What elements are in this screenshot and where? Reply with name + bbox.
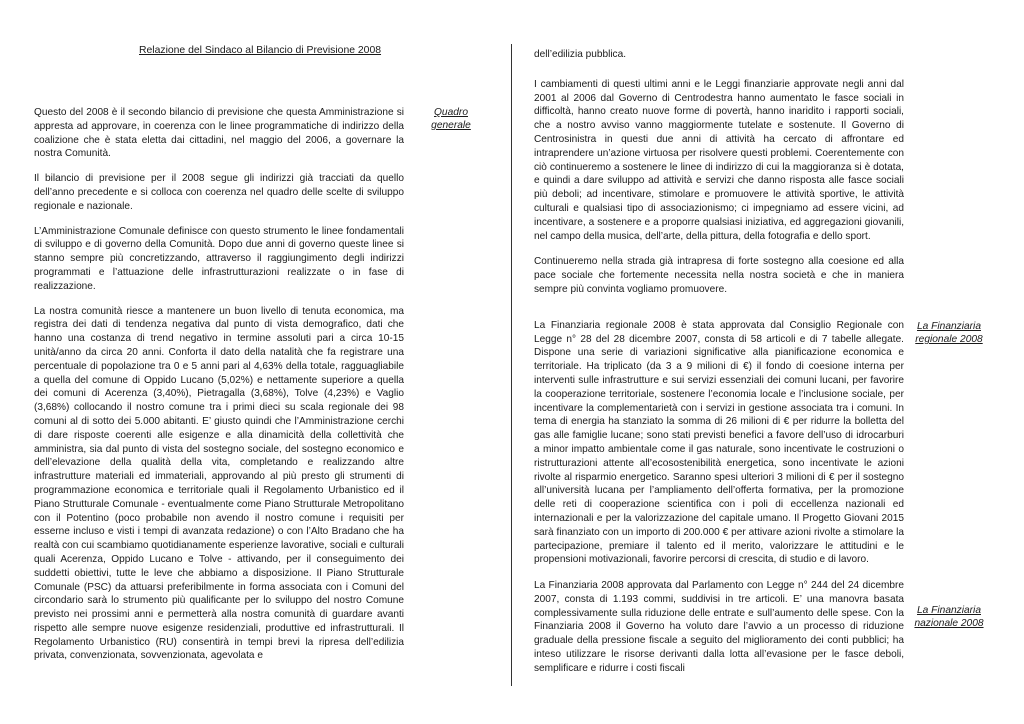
paragraph-finanziaria-regionale: La Finanziaria regionale 2008 è stata approvata dal Consiglio Regionale con Legge n° 28 del 28 dicembre 2007, consta di 58 articoli e di 7 tabelle allegate. Dispone una serie di variazioni significative alla pianificazione economica e territoriale. Ha triplicato (da 3 a 9 milioni di €) il fondo di coesione interna per interventi sulle infrastrutture e sui servizi essenziali dei comuni lucani, per favorire la cooperazione territoriale, sostenere l’economia locale e l’inclusione sociale, per incentivare la complementarietà con i servizi in gestione associata tra i comuni. In tema di energia ha stanziato la somma di 26 milioni di € per ridurre la bolletta del gas alle famiglie lucane; sono stati previsti benefici a favore dell’uso di idrocarburi a minor impatto ambientale come il gas naturale, sono incentivate le costruzioni o ristrutturazioni attente all’ecosostenibilità energetica, sono incentivate le azioni rivolte al risparmio energetico. Saranno spesi ulteriori 3 milioni di € per il sostegno all’università lucana per l’ampliamento dell’offerta formativa, per la promozione delle reti di cooperazione scientifica con i poli di eccellenza nazionali ed internazionali e per la valorizzazione del capitale umano. Il Progetto Giovani 2015 sarà finanziato con un importo di 200.000 € per attivare azioni rivolte a stimolare la partecipazione, premiare il talento ed il merito, valorizzare le attitudini e le propensioni motivazionali, favorire percorsi di crescita, di studio e di lavoro. — [534, 319, 904, 566]
paragraph-intro: Questo del 2008 è il secondo bilancio di previsione che questa Amministrazione si appresta ad approvare, in coerenza con le linee programmatiche di indirizzo della coalizione che è stata eletta dai cittadini, nel maggio del 2006, a governare la nostra Comunità. — [34, 107, 404, 160]
document-title: Relazione del Sindaco al Bilancio di Previsione 2008 — [139, 45, 382, 56]
margin-note-quadro-generale: Quadro generale — [431, 107, 471, 131]
right-column — [534, 48, 904, 687]
paragraph-bilancio: Il bilancio di previsione per il 2008 segue gli indirizzi già tracciati da quello dell’anno precedente e si colloca con coerenza nel quadro delle scelte di sviluppo regionale e nazionale. — [34, 173, 404, 212]
paragraph-cambiamenti: I cambiamenti di questi ultimi anni e le Leggi finanziarie approvate negli anni dal 2001 al 2006 dal Governo di Centrodestra hanno aumentato le fasce sociali in difficoltà, hanno creato nuove forme di povertà, hanno inaridito i rapporti sociali, che a nostro avviso vanno maggiormente tutelate e sostenute. Il Governo di Centrosinistra in questi due anni di attività ha cercato di affrontare ed intraprendere un’azione virtuosa per risolvere questi problemi. Coerentemente con ciò continueremo a sostenere le linee di indirizzo di cui la maggioranza si è dotata, e quindi a dare sviluppo ad attività e servizi che danno risposta alle fasce sociali più deboli; ad incentivare, stimolare e promuovere le attività sportive, le attività culturali e qualsiasi tipo di associazionismo; ci impegniamo ad essere vicini, ad incentivare, a sostenere e a proporre qualsiasi iniziativa, ed aggregazioni giovanili, nel campo della musica, dell’arte, della pittura, della fotografia e dello sport. — [534, 78, 904, 242]
paragraph-edilizia: dell’edilizia pubblica. — [534, 49, 627, 60]
margin-note-finanziaria-nazionale: La Finanziaria nazionale 2008 — [914, 605, 984, 629]
column-divider — [511, 44, 512, 686]
paragraph-finanziaria-nazionale: La Finanziaria 2008 approvata dal Parlamento con Legge n° 244 del 24 dicembre 2007, consta di 1.193 commi, suddivisi in tre articoli. E’ una manovra basata complessivamente sulla riduzione delle entrate e sull’aumento delle spese. Con la Finanziaria 2008 il Governo ha voluto dare l’avvio a un processo di riduzione graduale della pressione fiscale a seguito del miglioramento dei conti pubblici; ha inteso utilizzare le risorse derivanti dalla lotta all’evasione per le fasce deboli, semplificare e ridurre i costi fiscali — [534, 580, 904, 674]
paragraph-amministrazione: L’Amministrazione Comunale definisce con questo strumento le linee fondamentali di sviluppo e di governo della Comunità. Dopo due anni di governo queste linee si stanno sempre più concretizzando, attraverso il raggiungimento degli indirizzi programmati e l’attuazione delle infrastrutturazioni realizzate o in fase di realizzazione. — [34, 225, 404, 292]
margin-note-finanziaria-regionale: La Finanziaria regionale 2008 — [915, 321, 983, 345]
paragraph-coesione: Continueremo nella strada già intrapresa di forte sostegno alla coesione ed alla pace sociale che fortemente necessita nella nostra società e che in maniera sempre più convinta vogliamo promuovere. — [534, 256, 904, 295]
left-column — [34, 106, 404, 674]
paragraph-comunita: La nostra comunità riesce a mantenere un buon livello di tenuta economica, ma registra dei dati di tendenza negativa dal punto di vista demografico, dati che hanno una costanza di trend negativo in termine assoluti pari a circa 10-15 unità/anno da circa 20 anni. Conforta il dato della natalità che fa registrare una percentuale di popolazione tra 0 e 5 anni pari al 4,63% della totale, ragguagliabile a quella del comune di Oppido Lucano (5,02%) e nettamente superiore a quella dei comuni di Acerenza (3,40%), Pietragalla (3,68%), Tolve (4,23%) e Vaglio (3,68%) collocando il nostro comune tra i primi dieci su scala regionale dei 98 comuni al di sotto dei 5.000 abitanti. E’ giusto quindi che l’Amministrazione cerchi di dare risposte coerenti alle esigenze e alla dinamicità della collettività che amministra, sia dal punto di vista del sostegno sociale, del sostegno economico e dell’elevazione della qualità della vita, completando e realizzando altre infrastrutture materiali ed immateriali, approvando al più presto gli strumenti di programmazione economica e territoriale quali il Regolamento Urbanistico ed il Piano Strutturale Comunale - eventualmente come Piano Strutturale Metropolitano con il Potentino (poco probabile non avendo il nostro comune i requisiti per esserne incluso e visti i tempi di avanzata redazione) o con l’Alto Bradano che ha realtà con cui scambiamo quotidianamente esperienze lavorative, sociali e culturali quali Acerenza, Oppido Lucano e Tolve - attivando, per il conseguimento dei suddetti obiettivi, tutte le leve che abbiamo a disposizione. Il Piano Strutturale Comunale (PSC) da attuarsi preferibilmente in forma associata con i Comuni del circondario sarà lo strumento più qualificante per lo sviluppo del nostro Comune previsto nei prossimi anni e permetterà alla nostra comunità di guardare avanti rispetto alle sempre nuove esigenze residenziali, produttive ed infrastrutturali. Il Regolamento Urbanistico (RU) consentirà in tempi brevi la ripresa dell’edilizia privata, convenzionata, sovvenzionata, agevolata e — [34, 305, 404, 662]
